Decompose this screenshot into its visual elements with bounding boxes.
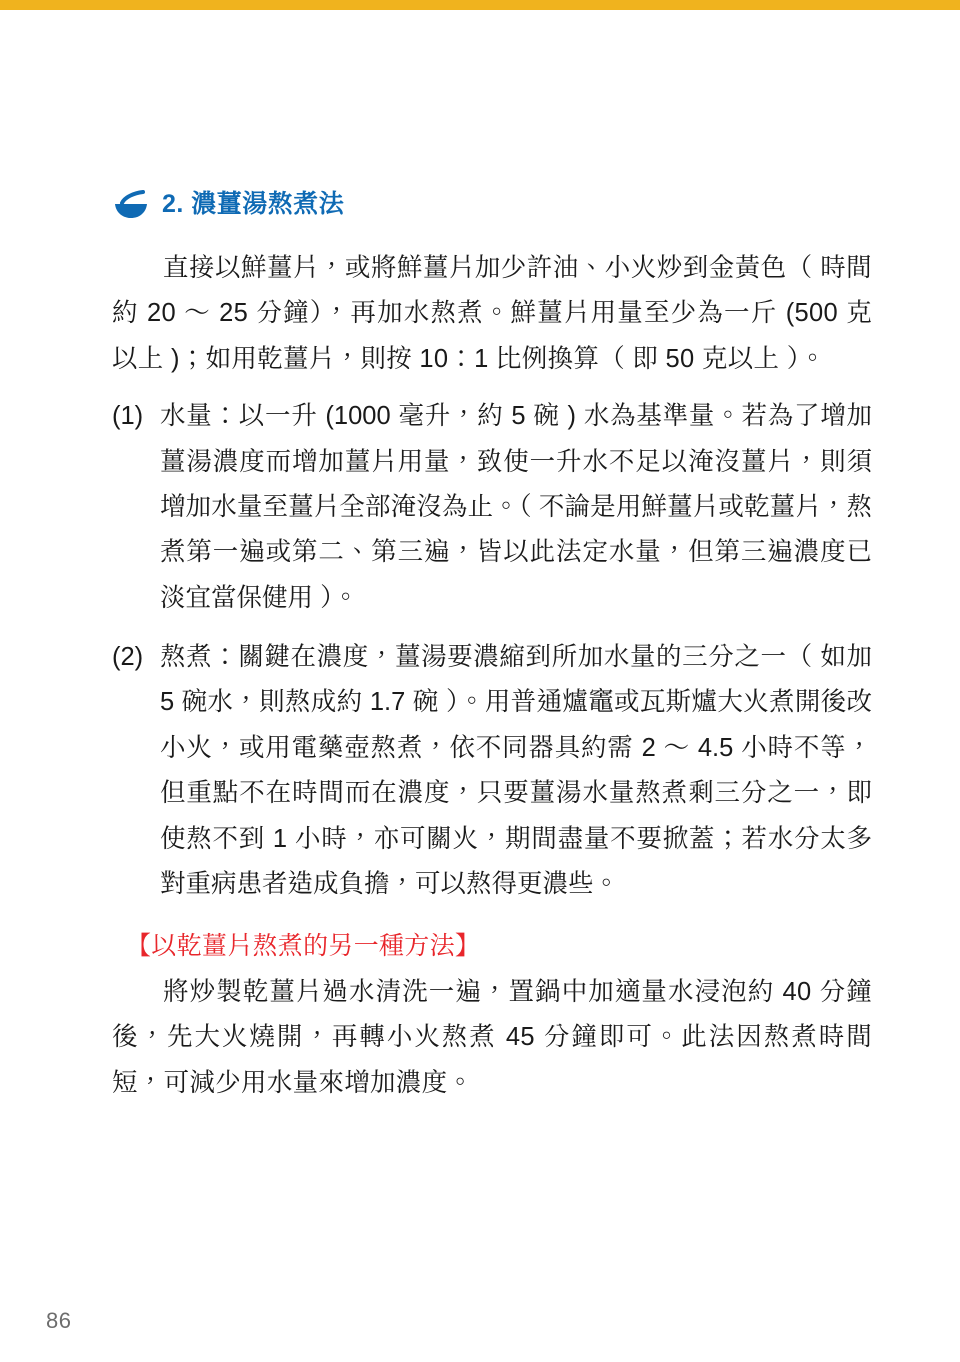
mortar-and-pestle-icon: [112, 190, 152, 220]
document-page: [0, 10, 960, 1362]
list-item-1: [112, 394, 872, 621]
list-item-1-text: 水量：以一升 (1000 毫升，約 5 碗 ) 水為基準量。若為了增加薑湯濃度而增加薑片用量，致使一升水不足以淹沒薑片，則須增加水量至薑片全部淹沒為止。（ 不論是用鮮薑片或乾薑片，熬煮第一遍或第二、第三遍，皆以此法定水量，但第三遍濃度已淡宜當保健用 ）。: [160, 402, 872, 612]
intro-paragraph: 直接以鮮薑片，或將鮮薑片加少許油、小火炒到金黃色（ 時間約 20 ～ 25 分鐘），再加水熬煮。鮮薑片用量至少為一斤 (500 克以上 )；如用乾薑片，則按 10：1 比例換算（ 即 50 克以上 ）。: [112, 254, 872, 373]
top-accent-bar: [0, 0, 960, 10]
list-item-2-text: 熬煮：關鍵在濃度，薑湯要濃縮到所加水量的三分之一（ 如加 5 碗水，則熬成約 1.7 碗 ）。用普通爐竈或瓦斯爐大火煮開後改小火，或用電藥壺熬煮，依不同器具約需 2 ～ 4.5 小時不等，但重點不在時間而在濃度，只要薑湯水量熬煮剩三分之一，即使熬不到 1 小時，亦可關火，期間盡量不要掀蓋；若水分太多對重病患者造成負擔，可以熬得更濃些。: [160, 643, 872, 898]
list-item-1-marker: (1): [112, 402, 144, 431]
page-content: [112, 190, 872, 1118]
list-item-2: [112, 635, 872, 907]
alt-method-heading: 【以乾薑片熬煮的另一種方法】: [126, 932, 481, 961]
list-item-2-marker: (2): [112, 643, 144, 671]
section-heading: [112, 190, 872, 220]
alt-method-paragraph: 將炒製乾薑片過水清洗一遍，置鍋中加適量水浸泡約 40 分鐘後，先大火燒開，再轉小火熬煮 45 分鐘即可。此法因熬煮時間短，可減少用水量來增加濃度。: [112, 977, 872, 1097]
section-heading-label: 2. 濃薑湯熬煮法: [162, 190, 345, 219]
page-number: 86: [46, 1308, 72, 1333]
